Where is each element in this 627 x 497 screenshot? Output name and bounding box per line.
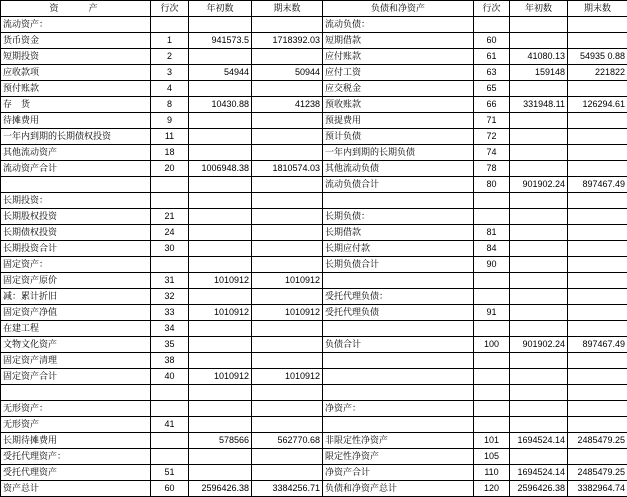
liability-begin-amount — [510, 193, 568, 209]
liability-line-no: 91 — [474, 305, 510, 321]
table-row — [1, 241, 627, 257]
table-row — [1, 289, 627, 305]
asset-begin-amount: 2596426.38 — [189, 481, 252, 497]
liability-line-no — [474, 17, 510, 33]
asset-begin-amount — [189, 113, 252, 129]
liability-label: 预计负债 — [323, 129, 474, 145]
asset-label: 固定资产清理 — [1, 353, 151, 369]
asset-label: 无形资产 — [1, 417, 151, 433]
table-row — [1, 97, 627, 113]
table-header-row — [1, 1, 627, 17]
asset-end-amount — [252, 337, 323, 353]
liability-begin-amount — [510, 241, 568, 257]
liability-label: 预提费用 — [323, 113, 474, 129]
table-row — [1, 481, 627, 497]
liability-begin-amount — [510, 129, 568, 145]
asset-end-amount — [252, 177, 323, 193]
table-row — [1, 433, 627, 449]
asset-label: 在建工程 — [1, 321, 151, 337]
liability-begin-amount — [510, 321, 568, 337]
asset-end-amount — [252, 129, 323, 145]
liability-end-amount: 897467.49 — [568, 177, 627, 193]
liability-label: 限定性净资产 — [323, 449, 474, 465]
asset-line-no: 30 — [151, 241, 189, 257]
asset-end-amount: 41238 — [252, 97, 323, 113]
asset-end-amount — [252, 193, 323, 209]
asset-line-no: 35 — [151, 337, 189, 353]
liability-end-amount — [568, 81, 627, 97]
table-row — [1, 65, 627, 81]
table-row — [1, 129, 627, 145]
liability-begin-amount — [510, 17, 568, 33]
liability-label: 净资产： — [323, 401, 474, 417]
asset-line-no: 20 — [151, 161, 189, 177]
liability-label: 预收账款 — [323, 97, 474, 113]
asset-label: 减：累计折旧 — [1, 289, 151, 305]
asset-begin-amount — [189, 257, 252, 273]
asset-line-no: 2 — [151, 49, 189, 65]
asset-line-no: 51 — [151, 465, 189, 481]
asset-end-amount — [252, 17, 323, 33]
asset-end-amount — [252, 113, 323, 129]
table-row — [1, 33, 627, 49]
liability-end-amount — [568, 401, 627, 417]
table-row — [1, 321, 627, 337]
asset-end-amount: 562770.68 — [252, 433, 323, 449]
header-asset: 资 产 — [1, 1, 151, 17]
asset-begin-amount — [189, 465, 252, 481]
asset-line-no: 4 — [151, 81, 189, 97]
liability-end-amount: 2485479.25 — [568, 465, 627, 481]
liability-line-no — [474, 369, 510, 385]
liability-line-no: 60 — [474, 33, 510, 49]
liability-end-amount — [568, 257, 627, 273]
liability-label: 应付工资 — [323, 65, 474, 81]
table-row — [1, 193, 627, 209]
asset-begin-amount — [189, 17, 252, 33]
asset-label: 预付账款 — [1, 81, 151, 97]
asset-label: 应收款项 — [1, 65, 151, 81]
asset-begin-amount — [189, 241, 252, 257]
asset-end-amount — [252, 321, 323, 337]
liability-end-amount — [568, 353, 627, 369]
liability-begin-amount: 331948.11 — [510, 97, 568, 113]
liability-line-no — [474, 401, 510, 417]
liability-end-amount: 3382964.74 — [568, 481, 627, 497]
asset-line-no: 34 — [151, 321, 189, 337]
asset-label: 文物文化资产 — [1, 337, 151, 353]
liability-begin-amount — [510, 209, 568, 225]
asset-begin-amount — [189, 401, 252, 417]
asset-begin-amount — [189, 289, 252, 305]
asset-label — [1, 385, 151, 401]
liability-line-no: 66 — [474, 97, 510, 113]
liability-begin-amount — [510, 369, 568, 385]
liability-label: 应交税金 — [323, 81, 474, 97]
liability-label: 流动负债合计 — [323, 177, 474, 193]
asset-label: 短期投资 — [1, 49, 151, 65]
liability-label — [323, 385, 474, 401]
liability-end-amount — [568, 17, 627, 33]
liability-line-no — [474, 417, 510, 433]
liability-end-amount — [568, 113, 627, 129]
liability-end-amount: 221822 — [568, 65, 627, 81]
table-row — [1, 145, 627, 161]
liability-begin-amount: 159148 — [510, 65, 568, 81]
asset-end-amount — [252, 289, 323, 305]
asset-label: 固定资产合计 — [1, 369, 151, 385]
liability-end-amount: 897467.49 — [568, 337, 627, 353]
asset-label: 长期待摊费用 — [1, 433, 151, 449]
liability-line-no: 84 — [474, 241, 510, 257]
asset-begin-amount — [189, 353, 252, 369]
liability-line-no: 74 — [474, 145, 510, 161]
header-begin-right: 年初数 — [510, 1, 568, 17]
asset-line-no: 40 — [151, 369, 189, 385]
liability-line-no — [474, 321, 510, 337]
asset-line-no — [151, 177, 189, 193]
asset-end-amount — [252, 49, 323, 65]
liability-label: 受托代理负债： — [323, 289, 474, 305]
table-row — [1, 385, 627, 401]
header-line-no-left: 行次 — [151, 1, 189, 17]
asset-label: 长期投资： — [1, 193, 151, 209]
asset-end-amount — [252, 241, 323, 257]
table-row — [1, 161, 627, 177]
liability-end-amount — [568, 385, 627, 401]
liability-end-amount — [568, 129, 627, 145]
asset-end-amount — [252, 209, 323, 225]
liability-end-amount: 54935 0.88 — [568, 49, 627, 65]
table-row — [1, 209, 627, 225]
header-end-right: 期末数 — [568, 1, 627, 17]
asset-end-amount — [252, 449, 323, 465]
asset-begin-amount — [189, 225, 252, 241]
liability-begin-amount: 41080.13 — [510, 49, 568, 65]
asset-line-no: 31 — [151, 273, 189, 289]
asset-begin-amount: 10430.88 — [189, 97, 252, 113]
asset-label: 货币资金 — [1, 33, 151, 49]
asset-label — [1, 177, 151, 193]
liability-begin-amount: 901902.24 — [510, 337, 568, 353]
asset-begin-amount — [189, 209, 252, 225]
liability-end-amount — [568, 225, 627, 241]
liability-label — [323, 417, 474, 433]
liability-end-amount — [568, 305, 627, 321]
liability-end-amount — [568, 241, 627, 257]
liability-label: 长期借款 — [323, 225, 474, 241]
asset-end-amount — [252, 385, 323, 401]
liability-line-no — [474, 353, 510, 369]
liability-end-amount — [568, 161, 627, 177]
asset-end-amount — [252, 353, 323, 369]
asset-label: 受托代理资产 — [1, 465, 151, 481]
asset-end-amount — [252, 465, 323, 481]
asset-label: 固定资产净值 — [1, 305, 151, 321]
table-row — [1, 177, 627, 193]
liability-begin-amount — [510, 449, 568, 465]
liability-end-amount — [568, 33, 627, 49]
asset-end-amount — [252, 81, 323, 97]
liability-begin-amount — [510, 225, 568, 241]
asset-label: 一年内到期的长期债权投资 — [1, 129, 151, 145]
liability-begin-amount: 901902.24 — [510, 177, 568, 193]
asset-label: 其他流动资产 — [1, 145, 151, 161]
table-row — [1, 305, 627, 321]
asset-label: 固定资产： — [1, 257, 151, 273]
liability-line-no — [474, 193, 510, 209]
table-row — [1, 353, 627, 369]
asset-begin-amount: 1010912 — [189, 369, 252, 385]
liability-begin-amount — [510, 145, 568, 161]
table-row — [1, 17, 627, 33]
liability-label: 长期负债： — [323, 209, 474, 225]
liability-line-no: 78 — [474, 161, 510, 177]
asset-line-no — [151, 449, 189, 465]
table-row — [1, 225, 627, 241]
liability-line-no: 80 — [474, 177, 510, 193]
asset-line-no: 21 — [151, 209, 189, 225]
liability-line-no: 71 — [474, 113, 510, 129]
liability-begin-amount — [510, 401, 568, 417]
liability-line-no: 81 — [474, 225, 510, 241]
liability-end-amount — [568, 209, 627, 225]
liability-line-no: 63 — [474, 65, 510, 81]
asset-label: 长期股权投资 — [1, 209, 151, 225]
liability-begin-amount: 2596426.38 — [510, 481, 568, 497]
asset-label: 长期投资合计 — [1, 241, 151, 257]
header-end-left: 期末数 — [252, 1, 323, 17]
table-row — [1, 81, 627, 97]
asset-line-no: 60 — [151, 481, 189, 497]
asset-line-no: 9 — [151, 113, 189, 129]
table-row — [1, 257, 627, 273]
liability-line-no — [474, 289, 510, 305]
asset-end-amount: 1010912 — [252, 273, 323, 289]
asset-line-no: 33 — [151, 305, 189, 321]
liability-end-amount — [568, 193, 627, 209]
liability-label: 长期应付款 — [323, 241, 474, 257]
liability-line-no — [474, 385, 510, 401]
liability-label: 流动负债： — [323, 17, 474, 33]
liability-begin-amount — [510, 385, 568, 401]
asset-line-no: 8 — [151, 97, 189, 113]
asset-end-amount: 1010912 — [252, 369, 323, 385]
liability-end-amount: 2485479.25 — [568, 433, 627, 449]
liability-label: 负债和净资产总计 — [323, 481, 474, 497]
asset-line-no — [151, 17, 189, 33]
liability-line-no: 72 — [474, 129, 510, 145]
asset-begin-amount — [189, 49, 252, 65]
liability-end-amount — [568, 417, 627, 433]
liability-begin-amount — [510, 113, 568, 129]
asset-line-no — [151, 401, 189, 417]
table-row — [1, 417, 627, 433]
asset-begin-amount: 1006948.38 — [189, 161, 252, 177]
liability-label: 长期负债合计 — [323, 257, 474, 273]
liability-label — [323, 193, 474, 209]
liability-label: 非限定性净资产 — [323, 433, 474, 449]
asset-begin-amount — [189, 145, 252, 161]
asset-label: 流动资产： — [1, 17, 151, 33]
asset-begin-amount — [189, 81, 252, 97]
liability-line-no: 101 — [474, 433, 510, 449]
header-liability: 负债和净资产 — [323, 1, 474, 17]
asset-line-no: 3 — [151, 65, 189, 81]
table-row — [1, 273, 627, 289]
asset-begin-amount — [189, 337, 252, 353]
liability-line-no: 61 — [474, 49, 510, 65]
asset-begin-amount: 1010912 — [189, 273, 252, 289]
liability-label — [323, 369, 474, 385]
liability-line-no — [474, 209, 510, 225]
table-row — [1, 449, 627, 465]
liability-begin-amount — [510, 353, 568, 369]
asset-end-amount: 1810574.03 — [252, 161, 323, 177]
asset-line-no: 18 — [151, 145, 189, 161]
table-row — [1, 401, 627, 417]
liability-begin-amount — [510, 273, 568, 289]
asset-label: 资产总计 — [1, 481, 151, 497]
asset-end-amount — [252, 401, 323, 417]
liability-label: 负债合计 — [323, 337, 474, 353]
liability-begin-amount: 1694524.14 — [510, 465, 568, 481]
asset-line-no: 32 — [151, 289, 189, 305]
table-row — [1, 465, 627, 481]
liability-line-no: 110 — [474, 465, 510, 481]
asset-begin-amount — [189, 449, 252, 465]
asset-line-no — [151, 433, 189, 449]
liability-label — [323, 273, 474, 289]
liability-begin-amount — [510, 257, 568, 273]
liability-begin-amount — [510, 417, 568, 433]
liability-begin-amount: 1694524.14 — [510, 433, 568, 449]
liability-begin-amount — [510, 305, 568, 321]
asset-label: 流动资产合计 — [1, 161, 151, 177]
liability-line-no: 65 — [474, 81, 510, 97]
table-row — [1, 369, 627, 385]
asset-line-no: 1 — [151, 33, 189, 49]
asset-end-amount — [252, 145, 323, 161]
liability-line-no — [474, 273, 510, 289]
asset-begin-amount — [189, 177, 252, 193]
liability-begin-amount — [510, 33, 568, 49]
liability-line-no: 105 — [474, 449, 510, 465]
asset-line-no: 38 — [151, 353, 189, 369]
liability-end-amount — [568, 321, 627, 337]
asset-end-amount: 1010912 — [252, 305, 323, 321]
liability-begin-amount — [510, 81, 568, 97]
asset-begin-amount — [189, 321, 252, 337]
asset-end-amount: 50944 — [252, 65, 323, 81]
liability-label: 应付账款 — [323, 49, 474, 65]
asset-begin-amount: 1010912 — [189, 305, 252, 321]
liability-end-amount — [568, 369, 627, 385]
liability-end-amount: 126294.61 — [568, 97, 627, 113]
asset-line-no — [151, 193, 189, 209]
header-begin-left: 年初数 — [189, 1, 252, 17]
liability-end-amount — [568, 449, 627, 465]
liability-label: 一年内到期的长期负债 — [323, 145, 474, 161]
table-row — [1, 49, 627, 65]
liability-end-amount — [568, 145, 627, 161]
liability-begin-amount — [510, 161, 568, 177]
liability-begin-amount — [510, 289, 568, 305]
table-body — [1, 1, 627, 497]
asset-label: 长期债权投资 — [1, 225, 151, 241]
asset-label: 受托代理资产： — [1, 449, 151, 465]
liability-label: 净资产合计 — [323, 465, 474, 481]
liability-end-amount — [568, 289, 627, 305]
asset-label: 存 货 — [1, 97, 151, 113]
liability-label: 受托代理负债 — [323, 305, 474, 321]
asset-line-no: 24 — [151, 225, 189, 241]
liability-line-no: 90 — [474, 257, 510, 273]
liability-label — [323, 321, 474, 337]
asset-label: 无形资产： — [1, 401, 151, 417]
asset-end-amount: 1718392.03 — [252, 33, 323, 49]
table-row — [1, 113, 627, 129]
asset-line-no: 41 — [151, 417, 189, 433]
table-row — [1, 337, 627, 353]
liability-label: 短期借款 — [323, 33, 474, 49]
asset-end-amount — [252, 257, 323, 273]
asset-begin-amount — [189, 193, 252, 209]
asset-end-amount — [252, 225, 323, 241]
asset-begin-amount — [189, 129, 252, 145]
asset-begin-amount — [189, 385, 252, 401]
liability-line-no: 120 — [474, 481, 510, 497]
asset-end-amount — [252, 417, 323, 433]
liability-label: 其他流动负债 — [323, 161, 474, 177]
asset-begin-amount: 941573.5 — [189, 33, 252, 49]
header-line-no-right: 行次 — [474, 1, 510, 17]
asset-line-no — [151, 257, 189, 273]
asset-end-amount: 3384256.71 — [252, 481, 323, 497]
liability-label — [323, 353, 474, 369]
asset-label: 待摊费用 — [1, 113, 151, 129]
asset-begin-amount: 578566 — [189, 433, 252, 449]
asset-line-no — [151, 385, 189, 401]
asset-line-no: 11 — [151, 129, 189, 145]
asset-begin-amount — [189, 417, 252, 433]
asset-label: 固定资产原价 — [1, 273, 151, 289]
liability-line-no: 100 — [474, 337, 510, 353]
liability-end-amount — [568, 273, 627, 289]
asset-begin-amount: 54944 — [189, 65, 252, 81]
